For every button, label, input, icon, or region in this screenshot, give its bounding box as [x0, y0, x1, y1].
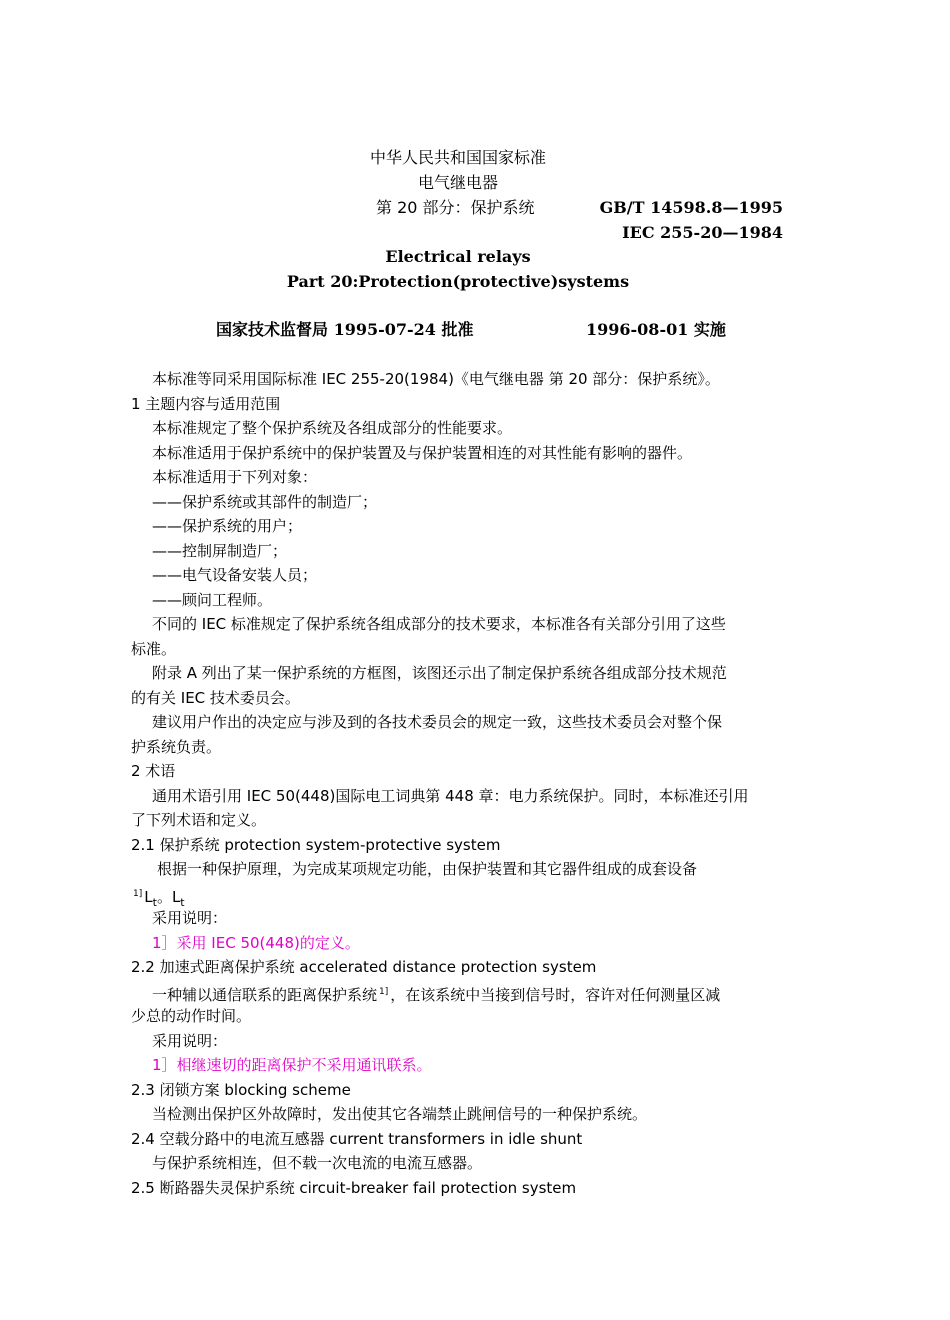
paragraph: 与保护系统相连，但不载一次电流的电流互感器。	[152, 1154, 483, 1172]
paragraph: 根据一种保护原理，为完成某项规定功能，由保护装置和其它器件组成的成套设备	[157, 860, 698, 878]
list-item: ——顾问工程师。	[152, 590, 273, 609]
section-2-2-title: 2.2 加速式距离保护系统 accelerated distance protection system	[131, 958, 597, 976]
definition-source-line: $^{1]}$ $L_t$。$L_t$	[133, 887, 185, 909]
paragraph: 附录 A 列出了某一保护系统的方框图，该图还示出了制定保护系统各组成部分技术规范	[152, 664, 727, 682]
document-body	[131, 367, 787, 1200]
paragraph-continuation: 了下列术语和定义。	[131, 811, 267, 829]
paragraph: 本标准适用于下列对象：	[152, 468, 318, 486]
list-item: ——保护系统或其部件的制造厂；	[152, 492, 378, 511]
paragraph-continuation: 的有关 IEC 技术委员会。	[131, 688, 300, 707]
paragraph: 本标准规定了整个保护系统及各组成部分的性能要求。	[152, 419, 513, 437]
intro-paragraph: 本标准等同采用国际标准 IEC 255-20(1984)《电气继电器 第 20 部分：保护系统》。	[152, 370, 720, 388]
paragraph-continuation: 护系统负责。	[131, 737, 222, 756]
list-item: ——电气设备安装人员；	[152, 566, 318, 584]
footnote-text: 1］相继速切的距离保护不采用通讯联系。	[152, 1056, 432, 1074]
adoption-note-label: 采用说明：	[152, 909, 228, 927]
list-item: ——保护系统的用户；	[152, 517, 303, 535]
paragraph-continuation: 标准。	[131, 639, 177, 658]
section-2-title: 2 术语	[131, 762, 176, 780]
title-en-line2: Part 20:Protection(protective)systems	[286, 272, 630, 291]
approval-date: 国家技术监督局 1995-07-24 批准	[216, 320, 474, 339]
footnote-text: 1］采用 IEC 50(448)的定义。	[152, 933, 360, 952]
section-2-5-title: 2.5 断路器失灵保护系统 circuit-breaker fail protection system	[131, 1178, 577, 1197]
section-2-1-title: 2.1 保护系统 protection system-protective system	[131, 835, 501, 854]
paragraph: 建议用户作出的决定应与涉及到的各技术委员会的规定一致，这些技术委员会对整个保	[152, 713, 723, 731]
paragraph: 不同的 IEC 标准规定了保护系统各组成部分的技术要求，本标准各有关部分引用了这些	[152, 615, 726, 633]
paragraph: 当检测出保护区外故障时，发出使其它各端禁止跳闸信号的一种保护系统。	[152, 1105, 648, 1123]
footnote-marker: 1]	[379, 986, 389, 997]
section-2-4-title: 2.4 空载分路中的电流互感器 current transformers in idle shunt	[131, 1129, 583, 1148]
paragraph: 本标准适用于保护系统中的保护装置及与保护装置相连的对其性能有影响的器件。	[152, 443, 693, 462]
gb-standard-number: GB/T 14598.8—1995	[599, 198, 783, 217]
footnote-marker: 1]	[133, 888, 143, 899]
section-1-title: 1 主题内容与适用范围	[131, 394, 281, 413]
title-en-line1: Electrical relays	[385, 247, 531, 266]
national-standard-heading: 中华人民共和国国家标准	[369, 148, 546, 167]
iec-standard-number: IEC 255-20—1984	[622, 223, 783, 242]
list-item: ——控制屏制造厂；	[152, 541, 288, 560]
adoption-note-label: 采用说明：	[152, 1031, 228, 1050]
section-2-3-title: 2.3 闭锁方案 blocking scheme	[131, 1080, 351, 1099]
part-title-cn: 第 20 部分：保护系统	[376, 198, 535, 217]
paragraph-continuation: 少总的动作时间。	[131, 1007, 252, 1025]
standard-title-cn: 电气继电器	[417, 173, 498, 192]
effective-date: 1996-08-01 实施	[586, 320, 726, 339]
paragraph: 通用术语引用 IEC 50(448)国际电工词典第 448 章：电力系统保护。同时，本标准还引用	[152, 786, 749, 805]
paragraph: 一种辅以通信联系的距离保护系统 $^{1]}$ ，在该系统中当接到信号时，容许对任何测量区减	[152, 985, 721, 1004]
